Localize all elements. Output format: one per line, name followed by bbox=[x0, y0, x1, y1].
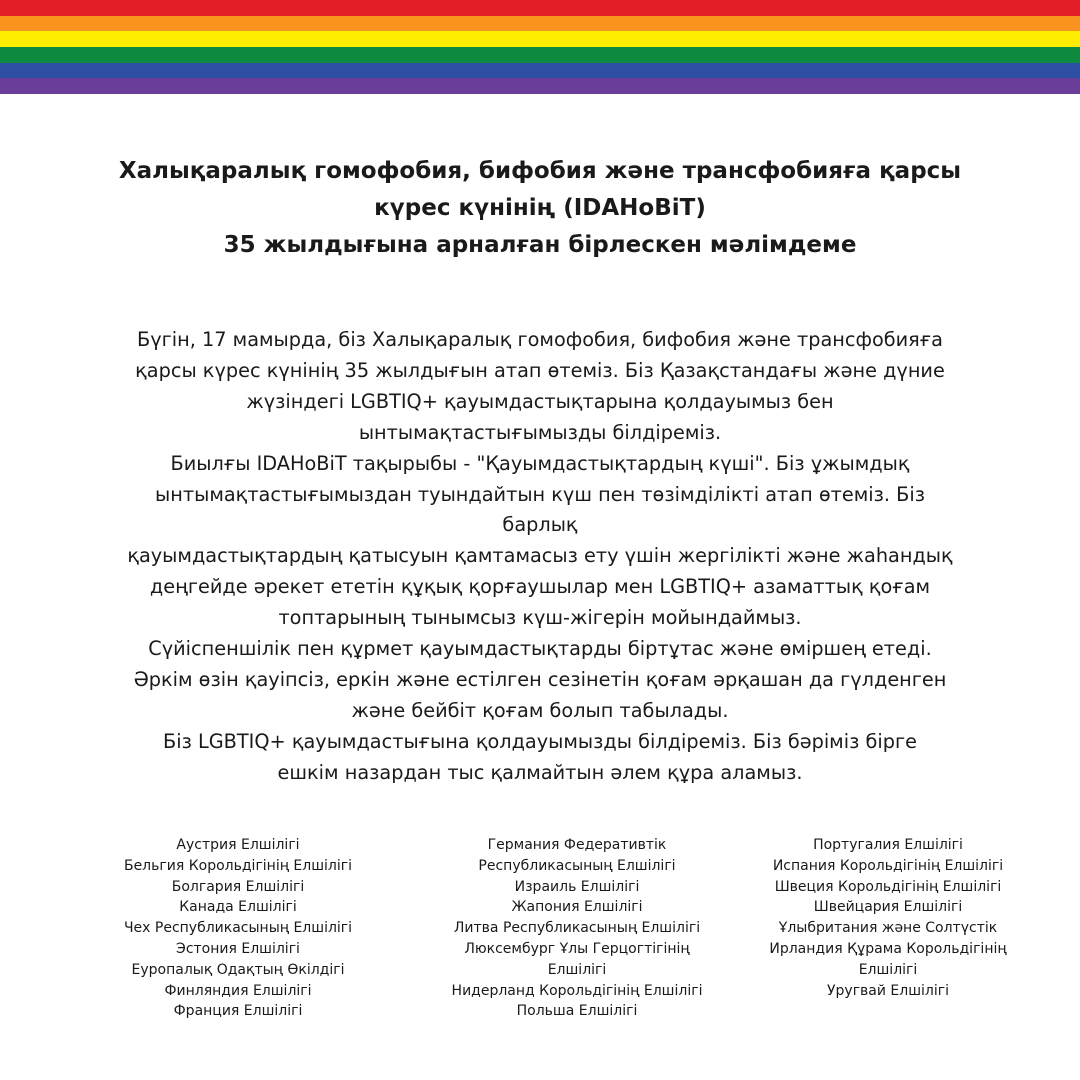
body-line: қауымдастықтардың қатысуын қамтамасыз ету үшін жергілікті және жаһандық bbox=[127, 544, 953, 568]
signatory: Люксембург Ұлы Герцогтігінің bbox=[464, 940, 690, 957]
signatory: Чех Республикасының Елшілігі bbox=[123, 920, 353, 937]
signatory: Израиль Елшілігі bbox=[514, 878, 640, 895]
signatory: Нидерланд Корольдігінің Елшілігі bbox=[451, 982, 703, 999]
signatory: Португалия Елшілігі bbox=[813, 837, 963, 853]
title-line: Халықаралық гомофобия, бифобия және трансфобияға қарсы bbox=[118, 158, 962, 184]
signatory: Испания Корольдігінің Елшілігі bbox=[772, 857, 1004, 874]
body-line: топтарының тынымсыз күш-жігерін мойындаймыз. bbox=[278, 606, 802, 630]
signatory: Германия Федеративтік bbox=[487, 837, 667, 853]
signatory: Литва Республикасының Елшілігі bbox=[453, 920, 701, 937]
signatory: Швейцария Елшілігі bbox=[813, 899, 963, 916]
body-line: жүзіндегі LGBTIQ+ қауымдастықтарына қолдауымыз бен bbox=[246, 389, 834, 413]
signatory: Аустрия Елшілігі bbox=[176, 837, 300, 853]
body-line: қарсы күрес күнінің 35 жылдығын атап өтеміз. Біз Қазақстандағы және дүние bbox=[135, 358, 945, 382]
statement-title bbox=[0, 153, 1080, 264]
flag-stripe-yellow bbox=[0, 31, 1080, 47]
body-line: деңгейде әрекет ететін құқық қорғаушылар мен LGBTIQ+ азаматтық қоғам bbox=[149, 575, 931, 599]
signatory: Жапония Елшілігі bbox=[511, 899, 643, 916]
body-line: және бейбіт қоғам болып табылады. bbox=[351, 698, 729, 722]
body-line: ынтымақтастығымызды білдіреміз. bbox=[358, 420, 722, 444]
signatory: Польша Елшілігі bbox=[516, 1003, 638, 1020]
signatory: Эстония Елшілігі bbox=[176, 940, 300, 957]
body-line: Біз LGBTIQ+ қауымдастығына қолдауымызды білдіреміз. Біз бәріміз бірге bbox=[163, 729, 917, 753]
title-line: 35 жылдығына арналған бірлескен мәлімдеме bbox=[223, 232, 857, 258]
body-line: Әркім өзін қауіпсіз, еркін және естілген сезінетін қоғам әрқашан да гүлденген bbox=[133, 667, 947, 691]
title-line: күрес күнінің (IDAHoBiT) bbox=[374, 195, 706, 221]
signatory: Ұлыбритания және Солтүстік bbox=[778, 920, 998, 937]
signatory: Финляндия Елшілігі bbox=[164, 982, 312, 999]
rainbow-flag bbox=[0, 0, 1080, 94]
signatory: Республикасының Елшілігі bbox=[478, 857, 676, 874]
signatory: Франция Елшілігі bbox=[173, 1003, 303, 1020]
signatory: Елшілігі bbox=[547, 961, 607, 978]
signatory: Болгария Елшілігі bbox=[171, 878, 305, 895]
body-line: Сүйіспеншілік пен құрмет қауымдастықтарды біртұтас және өміршең етеді. bbox=[148, 637, 932, 661]
body-line: барлық bbox=[502, 513, 578, 537]
body-line: Бүгін, 17 мамырда, біз Халықаралық гомофобия, бифобия және трансфобияға bbox=[137, 328, 943, 351]
signatory: Уругвай Елшілігі bbox=[826, 982, 949, 999]
signatories-column-3 bbox=[738, 835, 1038, 1001]
signatory: Ирландия Құрама Корольдігінің bbox=[769, 940, 1007, 957]
signatories-column-2 bbox=[427, 835, 727, 1022]
signatory: Швеция Корольдігінің Елшілігі bbox=[774, 878, 1002, 895]
body-line: Биылғы IDAHoBiT тақырыбы - "Қауымдастықтардың күші". Біз ұжымдық bbox=[170, 451, 910, 475]
flag-stripe-red bbox=[0, 0, 1080, 16]
flag-stripe-purple bbox=[0, 78, 1080, 94]
flag-stripe-green bbox=[0, 47, 1080, 63]
statement-body bbox=[90, 325, 990, 789]
signatory: Канада Елшілігі bbox=[179, 899, 297, 916]
flag-stripe-blue bbox=[0, 63, 1080, 79]
signatory: Еуропалық Одақтың Өкілдігі bbox=[131, 961, 345, 978]
body-line: ынтымақтастығымыздан туындайтын күш пен төзімділікті атап өтеміз. Біз bbox=[155, 482, 925, 506]
signatory: Елшілігі bbox=[858, 961, 918, 978]
body-line: ешкім назардан тыс қалмайтын әлем құра аламыз. bbox=[277, 760, 803, 784]
signatories-column-1 bbox=[88, 835, 388, 1022]
flag-stripe-orange bbox=[0, 16, 1080, 32]
signatory: Бельгия Корольдігінің Елшілігі bbox=[123, 857, 353, 874]
